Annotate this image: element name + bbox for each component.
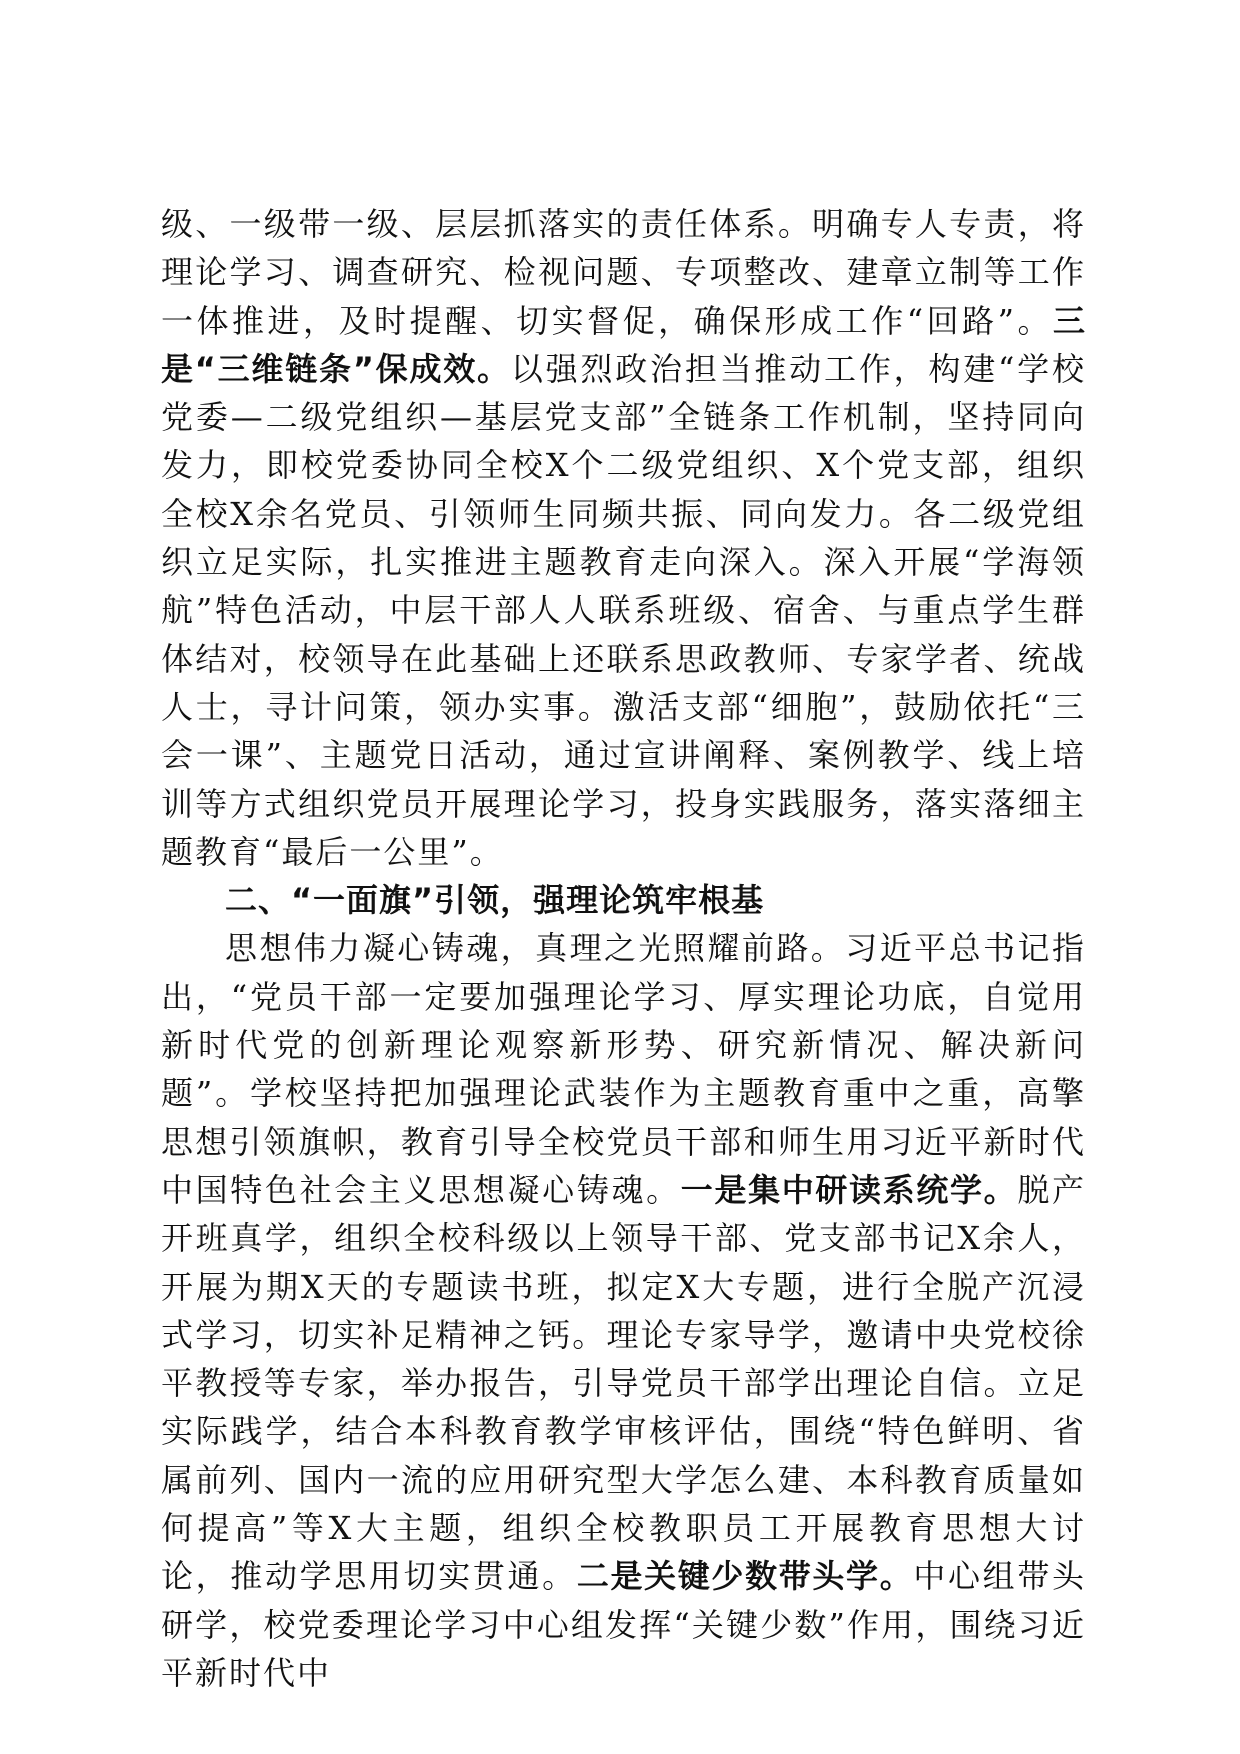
text-segment: 脱产开班真学，组织全校科级以上领导干部、党支部书记X余人，开展为期X天的专题读书班，拟定X大专题，进行全脱产沉浸式学习，切实补足精神之钙。理论专家导学，邀请中央党校徐平教授等专家，举办报告，引导党员干部学出理论自信。立足实际践学，结合本科教育教学审核评估，围绕“特色鲜明、省属前列、国内一流的应用研究型大学怎么建、本科教育质量如何提高”等X大主题，组织全校教职员工开展教育思想大讨论，推动学思用切实贯通。 [161,1170,1086,1596]
text-segment: 思想伟力凝心铸魂，真理之光照耀前路。习近平总书记指出，“党员干部一定要加强理论学习、厚实理论功底，自觉用新时代党的创新理论观察新形势、研究新情况、解决新问题”。学校坚持把加强理论武装作为主题教育重中之重，高擎思想引领旗帜，教育引导全校党员干部和师生用习近平新时代中国特色社会主义思想凝心铸魂。 [161,929,1086,1209]
text-segment: 以强烈政治担当推动工作，构建“学校党委—二级党组织—基层党支部”全链条工作机制，坚持同向发力，即校党委协同全校X个二级党组织、X个党支部，组织全校X余名党员、引领师生同频共振、同向发力。各二级党组织立足实际，扎实推进主题教育走向深入。深入开展“学海领航”特色活动，中层干部人人联系班级、宿舍、与重点学生群体结对，校领导在此基础上还联系思政教师、专家学者、统战人士，寻计问策，领办实事。激活支部“细胞”，鼓励依托“三会一课”、主题党日活动，通过宣讲阐释、案例教学、线上培训等方式组织党员开展理论学习，投身实践服务，落实落细主题教育“最后一公里”。 [161,349,1086,871]
section-heading: 二、“一面旗”引领，强理论筑牢根基 [225,881,765,920]
bold-lead-jizhong: 一是集中研读系统学。 [680,1170,1018,1209]
document-page [161,200,1086,1697]
bold-lead-guanjian: 二是关键少数带头学。 [576,1557,914,1596]
bold-lead-sanwei: 三是“三维链条”保成效。 [161,301,1086,388]
text-segment: 级、一级带一级、层层抓落实的责任体系。明确专人专责，将理论学习、调查研究、检视问题、专项整改、建章立制等工作一体推进，及时提醒、切实督促，确保形成工作“回路”。 [161,205,1086,340]
text-segment: 中心组带头研学，校党委理论学习中心组发挥“关键少数”作用，围绕习近平新时代中 [161,1557,1086,1692]
paragraph-responsibility [161,200,1086,876]
paragraph-theory [161,924,1086,1697]
